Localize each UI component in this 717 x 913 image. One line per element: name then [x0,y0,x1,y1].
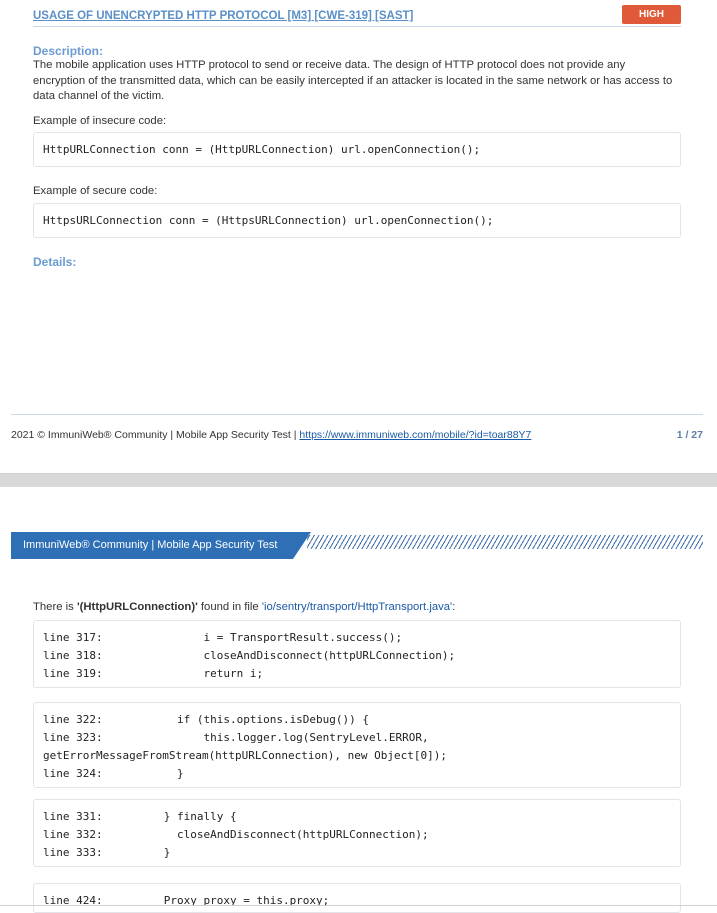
code-line [43,764,680,782]
code-line [43,892,680,910]
line-number: line 333: [43,845,103,859]
report-page-2 [0,487,717,906]
code-snippet-box [33,620,681,688]
banner-hatch-pattern [307,535,703,549]
line-number: line 331: [43,810,103,824]
vulnerability-title[interactable]: USAGE OF UNENCRYPTED HTTP PROTOCOL [M3] [CWE-319] [SAST] [33,10,414,22]
line-number: line 332: [43,828,103,842]
found-middle: found in file [197,601,262,613]
line-number: line 317: [43,631,103,645]
banner-text: ImmuniWeb® Community | Mobile App Security Test [23,539,278,551]
footer-divider [11,414,703,415]
footer-copyright: 2021 © ImmuniWeb® Community | Mobile App Security Test | [11,429,300,441]
secure-example-label: Example of secure code: [33,185,158,197]
footer-text [11,429,531,441]
line-number: line 322: [43,713,103,727]
line-number: line 424: [43,894,103,908]
vulnerability-header [33,6,681,27]
code-text: } finally { [124,810,237,824]
insecure-code-box [33,132,681,167]
line-number: line 319: [43,666,103,680]
page-number: 1 / 27 [676,429,703,441]
found-token: '(HttpURLConnection)' [76,601,198,613]
line-number: line 323: [43,731,103,745]
page-header-banner [11,532,703,559]
code-text: getErrorMessageFromStream(httpURLConnection), new Object[0]); [43,748,447,762]
code-text: } [124,766,184,780]
secure-code-box [33,203,681,238]
found-prefix: There is [33,601,77,613]
finding-location [33,601,455,613]
code-line [43,808,680,826]
description-label: Description: [33,44,104,58]
line-number: line 324: [43,766,103,780]
code-text: closeAndDisconnect(httpURLConnection); [124,649,456,663]
code-line [43,826,680,844]
code-text: return i; [124,666,264,680]
secure-code: HttpsURLConnection conn = (HttpsURLConnection) url.openConnection(); [43,214,494,227]
code-text: this.logger.log(SentryLevel.ERROR, [124,731,429,745]
line-number: line 318: [43,649,103,663]
found-file[interactable]: 'io/sentry/transport/HttpTransport.java' [261,601,453,613]
code-text: Proxy proxy = this.proxy; [124,894,330,908]
description-text: The mobile application uses HTTP protocol to send or receive data. The design of HTTP protocol does not provide any encryption of the transmitted data, which can be easily intercepted if an attacker is located in the same network or has access to data channel of the victim. [33,59,673,102]
code-line [43,844,680,862]
footer-link[interactable]: https://www.immuniweb.com/mobile/?id=toar88Y7 [299,429,532,441]
code-line [43,747,680,765]
code-text: closeAndDisconnect(httpURLConnection); [124,828,429,842]
code-text: if (this.options.isDebug()) { [124,713,370,727]
insecure-example-label: Example of insecure code: [33,115,167,127]
code-line [43,647,680,665]
insecure-code: HttpURLConnection conn = (HttpURLConnection) url.openConnection(); [43,143,481,156]
code-line [43,729,680,747]
code-snippet-box [33,799,681,867]
details-label: Details: [33,255,77,269]
code-line [43,711,680,729]
code-text: } [124,845,171,859]
code-snippet-box [33,702,681,788]
page-separator [0,473,717,488]
code-line [43,665,680,683]
code-text: i = TransportResult.success(); [124,631,403,645]
code-line [43,629,680,647]
code-snippet-box [33,883,681,913]
found-suffix: : [452,601,456,613]
severity-badge: HIGH [622,5,681,24]
